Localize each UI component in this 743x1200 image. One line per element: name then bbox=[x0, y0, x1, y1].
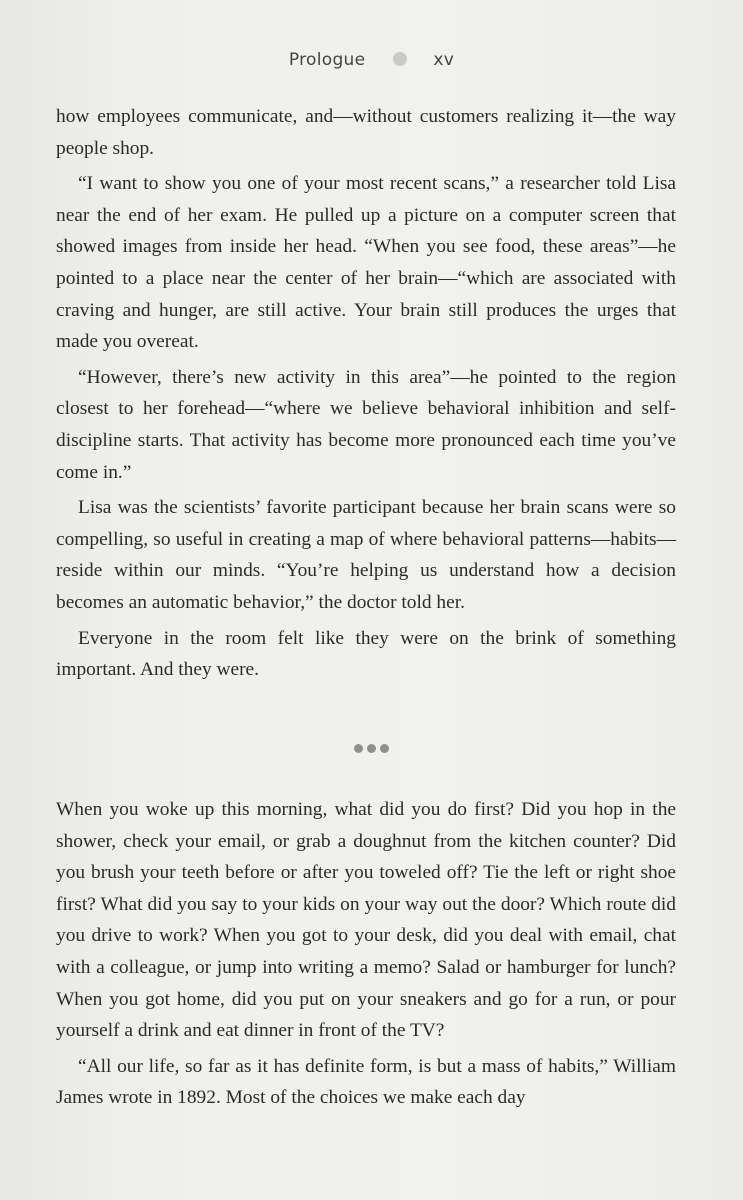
paragraph: Lisa was the scientists’ favorite participant because her brain scans were so compelling, so useful in creating a map of where behavioral patterns—habits—reside within our minds. “You’re helping us understand how a decision becomes an automatic behavior,” the doctor told her. bbox=[56, 497, 676, 613]
paragraph: “I want to show you one of your most recent scans,” a researcher told Lisa near the end of her exam. He pulled up a picture on a computer screen that showed images from inside her head. “When you see food, these areas”—he pointed to a place near the center of her brain—“which are associated with craving and hunger, are still active. Your brain still produces the urges that made you overeat. bbox=[56, 173, 676, 353]
page-number: xv bbox=[433, 50, 455, 70]
header-dot-icon bbox=[393, 52, 407, 66]
section-break-dots-icon bbox=[0, 740, 743, 758]
paragraph: Everyone in the room felt like they were on the brink of something important. And they were. bbox=[56, 627, 676, 681]
paragraph: how employees communicate, and—without customers realizing it—the way people shop. bbox=[56, 106, 676, 159]
chapter-title: Prologue bbox=[288, 50, 366, 70]
paragraph: “All our life, so far as it has definite form, is but a mass of habits,” William James wrote in 1892. Most of the choices we make each day bbox=[56, 1055, 676, 1109]
section-1-text bbox=[56, 101, 676, 686]
paragraph: “However, there’s new activity in this area”—he pointed to the region closest to her forehead—“where we believe behavioral inhibition and self-discipline starts. That activity has become more pronounced each time you’ve come in.” bbox=[56, 366, 676, 483]
section-2-text bbox=[56, 794, 676, 1114]
paragraph: When you woke up this morning, what did you do first? Did you hop in the shower, check your email, or grab a doughnut from the kitchen counter? Did you brush your teeth before or after you toweled off? Tie the left or right shoe first? What did you say to your kids on your way out the door? Which route did you drive to work? When you got to your desk, did you deal with email, chat with a colleague, or jump into writing a memo? Salad or hamburger for lunch? When you got home, did you put on your sneakers and go for a run, or pour yourself a drink and eat dinner in front of the TV? bbox=[56, 799, 676, 1042]
running-header bbox=[0, 50, 743, 70]
